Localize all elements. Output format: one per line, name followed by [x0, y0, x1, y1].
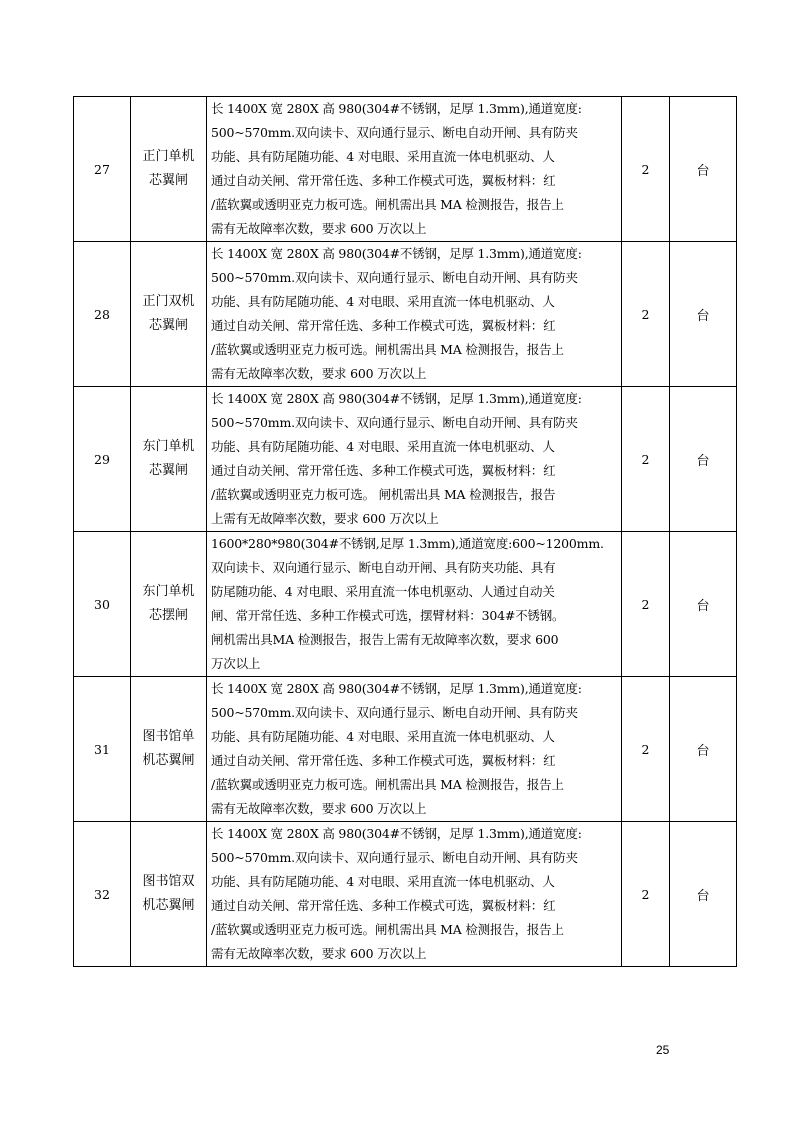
- quantity-cell: 2: [622, 677, 670, 822]
- item-name-cell: [131, 242, 207, 387]
- spec-line: 功能、具有防尾随功能、4 对电眼、采用直流一体电机驱动、人: [211, 874, 555, 889]
- spec-line: 万次以上: [211, 656, 261, 671]
- spec-cell: [207, 242, 622, 387]
- table-body: [74, 97, 737, 967]
- spec-line: 功能、具有防尾随功能、4 对电眼、采用直流一体电机驱动、人: [211, 294, 555, 309]
- spec-line: 防尾随功能、4 对电眼、采用直流一体电机驱动、人通过自动关: [211, 584, 555, 599]
- spec-line: 通过自动关闸、常开常任选、多种工作模式可选，翼板材料：红: [211, 753, 556, 768]
- spec-line: 长 1400X 宽 280X 高 980(304#不锈钢，足厚 1.3mm),通道宽度:: [211, 681, 582, 696]
- table-row: [74, 242, 737, 387]
- spec-line: 500~570mm.双向读卡、双向通行显示、断电自动开闸、具有防夹: [211, 270, 578, 285]
- item-number-cell: 29: [74, 387, 131, 532]
- unit-cell: 台: [670, 242, 737, 387]
- table-row: [74, 822, 737, 967]
- item-name-line: 芯翼闸: [148, 318, 188, 333]
- item-name-cell: [131, 97, 207, 242]
- spec-cell: [207, 97, 622, 242]
- item-name-cell: [131, 532, 207, 677]
- spec-line: 功能、具有防尾随功能、4 对电眼、采用直流一体电机驱动、人: [211, 149, 555, 164]
- equipment-table: [73, 96, 737, 967]
- spec-line: 500~570mm.双向读卡、双向通行显示、断电自动开闸、具有防夹: [211, 850, 578, 865]
- unit-cell: 台: [670, 387, 737, 532]
- spec-line: 功能、具有防尾随功能、4 对电眼、采用直流一体电机驱动、人: [211, 729, 555, 744]
- quantity-cell: 2: [622, 97, 670, 242]
- spec-line: 需有无故障率次数，要求 600 万次以上: [211, 801, 427, 816]
- spec-line: 通过自动关闸、常开常任选、多种工作模式可选，翼板材料：红: [211, 173, 556, 188]
- spec-line: /蓝软翼或透明亚克力板可选。闸机需出具 MA 检测报告，报告上: [211, 777, 564, 792]
- spec-line: /蓝软翼或透明亚克力板可选。 闸机需出具 MA 检测报告，报告: [211, 487, 556, 502]
- spec-line: 闸机需出具MA 检测报告，报告上需有无故障率次数，要求 600: [211, 632, 559, 647]
- unit-cell: 台: [670, 822, 737, 967]
- spec-line: 双向读卡、双向通行显示、断电自动开闸、具有防夹功能、具有: [211, 560, 556, 575]
- item-name-line: 图书馆双: [142, 874, 195, 889]
- table-row: [74, 677, 737, 822]
- table-row: [74, 532, 737, 677]
- spec-line: 500~570mm.双向读卡、双向通行显示、断电自动开闸、具有防夹: [211, 705, 578, 720]
- unit-cell: 台: [670, 677, 737, 822]
- item-name-line: 东门单机: [142, 439, 195, 454]
- spec-cell: [207, 532, 622, 677]
- spec-line: 长 1400X 宽 280X 高 980(304#不锈钢，足厚 1.3mm),通道宽度:: [211, 246, 582, 261]
- spec-line: 闸、常开常任选、多种工作模式可选，摆臂材料：304#不锈钢。: [211, 608, 565, 623]
- spec-line: 长 1400X 宽 280X 高 980(304#不锈钢，足厚 1.3mm),通道宽度:: [211, 826, 582, 841]
- spec-line: 长 1400X 宽 280X 高 980(304#不锈钢，足厚 1.3mm),通道宽度:: [211, 101, 582, 116]
- spec-cell: [207, 677, 622, 822]
- spec-line: /蓝软翼或透明亚克力板可选。闸机需出具 MA 检测报告，报告上: [211, 342, 564, 357]
- item-name-cell: [131, 677, 207, 822]
- item-name-line: 芯翼闸: [148, 463, 188, 478]
- item-name-line: 机芯翼闸: [142, 898, 195, 913]
- item-number-cell: 27: [74, 97, 131, 242]
- spec-cell: [207, 822, 622, 967]
- spec-line: 通过自动关闸、常开常任选、多种工作模式可选，翼板材料：红: [211, 898, 556, 913]
- quantity-cell: 2: [622, 387, 670, 532]
- item-name-line: 图书馆单: [142, 729, 195, 744]
- spec-line: 需有无故障率次数，要求 600 万次以上: [211, 221, 427, 236]
- table-row: [74, 387, 737, 532]
- spec-line: 长 1400X 宽 280X 高 980(304#不锈钢，足厚 1.3mm),通道宽度:: [211, 391, 582, 406]
- unit-cell: 台: [670, 532, 737, 677]
- spec-line: 需有无故障率次数，要求 600 万次以上: [211, 366, 427, 381]
- item-name-line: 机芯翼闸: [142, 753, 195, 768]
- quantity-cell: 2: [622, 532, 670, 677]
- item-number-cell: 30: [74, 532, 131, 677]
- item-number-cell: 28: [74, 242, 131, 387]
- item-name-line: 东门单机: [142, 584, 195, 599]
- unit-cell: 台: [670, 97, 737, 242]
- spec-line: 500~570mm.双向读卡、双向通行显示、断电自动开闸、具有防夹: [211, 125, 578, 140]
- item-name-cell: [131, 822, 207, 967]
- quantity-cell: 2: [622, 242, 670, 387]
- page-number: 25: [656, 1043, 670, 1057]
- spec-cell: [207, 387, 622, 532]
- spec-line: 通过自动关闸、常开常任选、多种工作模式可选，翼板材料：红: [211, 318, 556, 333]
- item-name-line: 正门双机: [142, 294, 195, 309]
- table-row: [74, 97, 737, 242]
- spec-line: 需有无故障率次数，要求 600 万次以上: [211, 946, 427, 961]
- spec-line: 上需有无故障率次数，要求 600 万次以上: [211, 511, 439, 526]
- item-name-cell: [131, 387, 207, 532]
- spec-line: /蓝软翼或透明亚克力板可选。闸机需出具 MA 检测报告，报告上: [211, 197, 564, 212]
- item-number-cell: 31: [74, 677, 131, 822]
- spec-line: 通过自动关闸、常开常任选、多种工作模式可选，翼板材料：红: [211, 463, 556, 478]
- item-number-cell: 32: [74, 822, 131, 967]
- item-name-line: 芯摆闸: [148, 608, 188, 623]
- spec-line: /蓝软翼或透明亚克力板可选。闸机需出具 MA 检测报告，报告上: [211, 922, 564, 937]
- spec-line: 功能、具有防尾随功能、4 对电眼、采用直流一体电机驱动、人: [211, 439, 555, 454]
- spec-line: 1600*280*980(304#不锈钢,足厚 1.3mm),通道宽度:600~1200mm.: [211, 536, 604, 551]
- item-name-line: 芯翼闸: [148, 173, 188, 188]
- item-name-line: 正门单机: [142, 149, 195, 164]
- spec-line: 500~570mm.双向读卡、双向通行显示、断电自动开闸、具有防夹: [211, 415, 578, 430]
- quantity-cell: 2: [622, 822, 670, 967]
